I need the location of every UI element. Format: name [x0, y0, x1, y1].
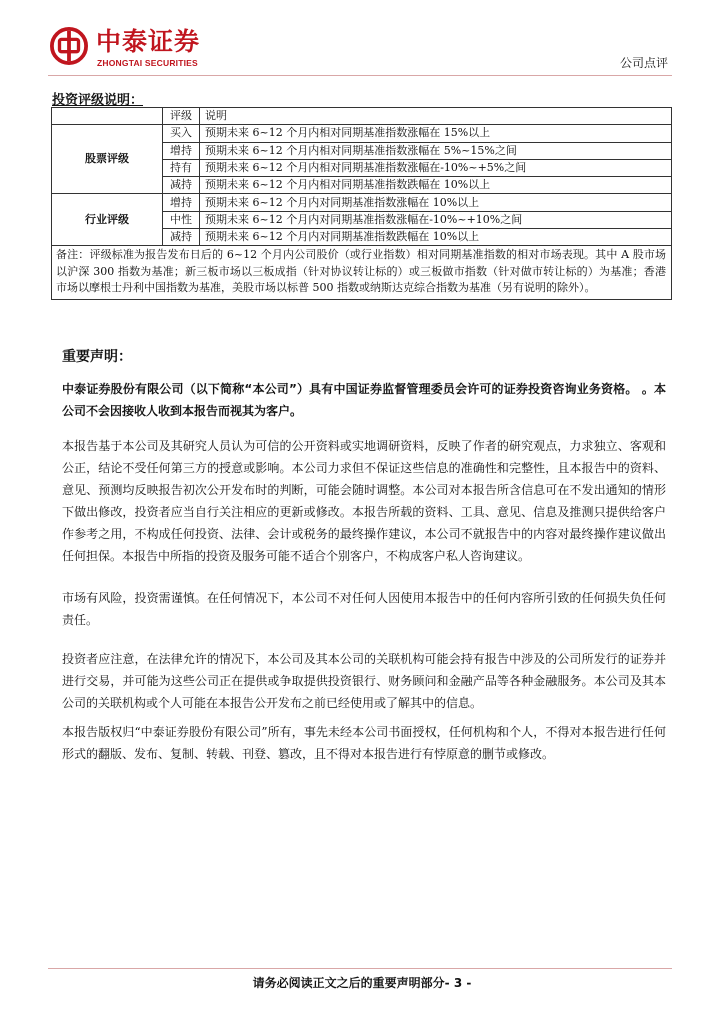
rating-level: 减持 — [163, 177, 200, 194]
rating-description: 预期未来 6~12 个月内相对同期基准指数涨幅在 15%以上 — [200, 125, 672, 142]
rating-level: 增持 — [163, 194, 200, 211]
declaration-paragraph-conflict: 投资者应注意，在法律允许的情况下，本公司及其本公司的关联机构可能会持有报告中涉及的公司所发行的证券并进行交易，并可能为这些公司正在提供或争取提供投资银行、财务顾问和金融产品等各种金融服务。本公司及其本公司的关联机构或个人可能在本报告公开发布之前已经使用或了解其中的信息。 — [62, 652, 666, 710]
document-type: 公司点评 — [619, 56, 668, 70]
rating-level: 持有 — [163, 159, 200, 176]
declaration-paragraph-risk: 市场有风险，投资需谨慎。在任何情况下，本公司不对任何人因使用本报告中的任何内容所引致的任何损失负任何责任。 — [62, 591, 666, 627]
rating-note: 备注：评级标准为报告发布日后的 6~12 个月内公司股价（或行业指数）相对同期基准指数的相对市场表现。其中 A 股市场以沪深 300 指数为基准；新三板市场以三板成指（针对协议转让标的）或三板做市指数（针对做市转让标的）为基准；香港市场以摩根士丹利中国指数为基准，美股市场以标普 500 指数或纳斯达克综合指数为基准（另有说明的除外）。 — [52, 246, 672, 300]
table-row — [52, 194, 672, 211]
rating-level: 中性 — [163, 211, 200, 228]
rating-description: 预期未来 6~12 个月内相对同期基准指数涨幅在-10%~+5%之间 — [200, 159, 672, 176]
zhongtai-logo-icon — [50, 27, 88, 65]
table-header-blank — [52, 108, 163, 125]
rating-level: 增持 — [163, 142, 200, 159]
table-note-row — [52, 246, 672, 300]
rating-description: 预期未来 6~12 个月内相对同期基准指数跌幅在 10%以上 — [200, 177, 672, 194]
footer-notice: 请务必阅读正文之后的重要声明部分 — [252, 976, 445, 990]
rating-description: 预期未来 6~12 个月内相对同期基准指数涨幅在 5%~15%之间 — [200, 142, 672, 159]
table-header-row — [52, 108, 672, 125]
page-footer — [0, 974, 724, 991]
declaration-paragraph-disclaimer: 本报告基于本公司及其研究人员认为可信的公开资料或实地调研资料，反映了作者的研究观点，力求独立、客观和公正，结论不受任何第三方的授意或影响。本公司力求但不保证这些信息的准确性和完整性，且本报告中的资料、意见、预测均反映报告初次公开发布时的判断，可能会随时调整。本公司对本报告所含信息可在不发出通知的情形下做出修改，投资者应当自行关注相应的更新或修改。本报告所载的资料、工具、意见、信息及推测只提供给客户作参考之用，不构成任何投资、法律、会计或税务的最终操作建议，本公司不就报告中的内容对最终操作建议做出任何担保。本报告中所指的投资及服务可能不适合个别客户，不构成客户私人咨询建议。 — [62, 439, 666, 563]
footer-divider — [48, 968, 672, 969]
page-number: - 3 - — [444, 976, 472, 990]
industry-rating-category: 行业评级 — [52, 194, 163, 246]
table-row — [52, 125, 672, 142]
rating-table — [51, 107, 672, 300]
rating-level: 买入 — [163, 125, 200, 142]
declaration-title: 重要声明： — [62, 349, 132, 365]
col-header-description: 说明 — [200, 108, 672, 125]
declaration-paragraph-qualification: 中泰证券股份有限公司（以下简称“本公司”）具有中国证券监督管理委员会许可的证券投资咨询业务资格。 。本公司不会因接收人收到本报告而视其为客户。 — [62, 382, 666, 418]
stock-rating-category: 股票评级 — [52, 125, 163, 194]
company-logo-text: 中泰证券 — [96, 27, 201, 56]
rating-section-title: 投资评级说明： — [52, 93, 144, 108]
rating-description: 预期未来 6~12 个月内对同期基准指数跌幅在 10%以上 — [200, 229, 672, 246]
rating-level: 减持 — [163, 229, 200, 246]
col-header-level: 评级 — [163, 108, 200, 125]
declaration-paragraph-copyright: 本报告版权归“中泰证券股份有限公司”所有，事先未经本公司书面授权，任何机构和个人，不得对本报告进行任何形式的翻版、发布、复制、转载、刊登、篡改，且不得对本报告进行有悖原意的删节或修改。 — [62, 725, 666, 761]
rating-description: 预期未来 6~12 个月内对同期基准指数涨幅在 10%以上 — [200, 194, 672, 211]
company-logo-english: ZHONGTAI SECURITIES — [97, 58, 198, 68]
page-header — [0, 0, 724, 100]
rating-description: 预期未来 6~12 个月内对同期基准指数涨幅在-10%~+10%之间 — [200, 211, 672, 228]
header-divider — [48, 75, 672, 76]
